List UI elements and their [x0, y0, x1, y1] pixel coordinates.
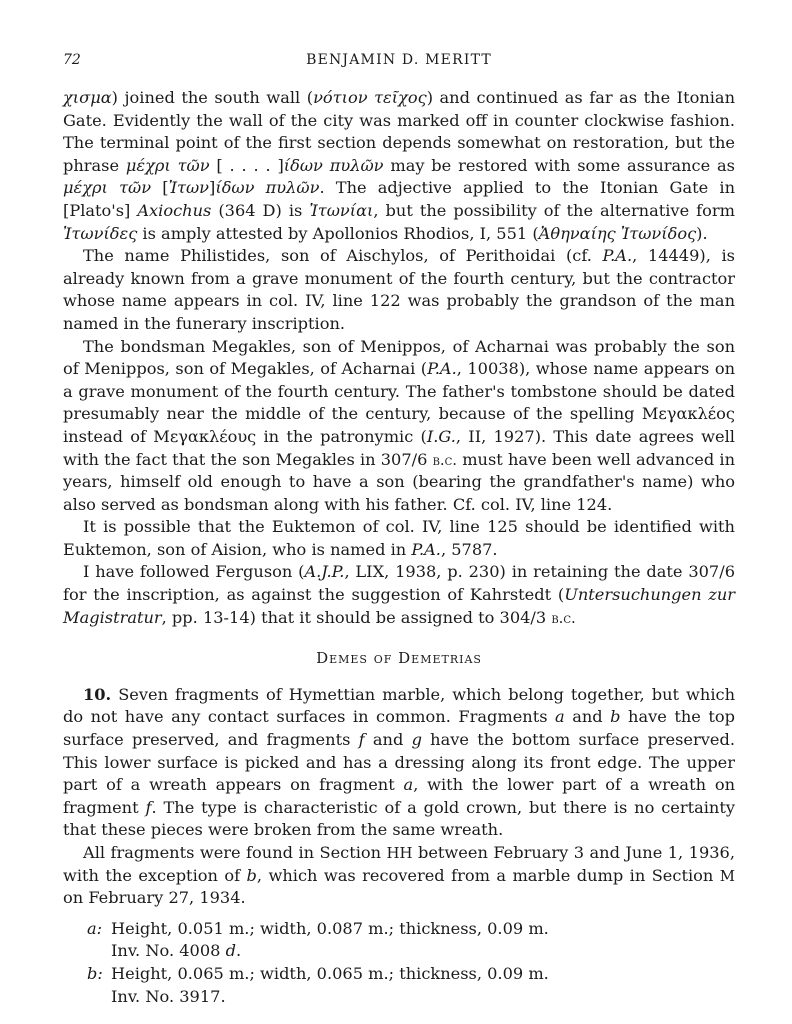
- italic-text: Axiochus: [137, 200, 212, 220]
- small-caps-text: M: [719, 866, 735, 885]
- text: must have been well advanced in years, himself old enough to have a son (bearing the grandfather's name) who also served as bondsman along with his father. Cf. col. IV, line 124.: [63, 449, 735, 514]
- paragraph-date: [63, 561, 735, 629]
- greek-uncial-text: Μεγακλέος: [641, 404, 735, 424]
- text: is amply attested by Apollonios Rhodios, I, 551 (: [137, 223, 539, 243]
- greek-text: νότιον τεῖχος: [313, 88, 427, 107]
- section-heading: Demes of Demetrias: [316, 649, 482, 668]
- greek-text: χισμα: [63, 88, 112, 107]
- italic-text: P.A.: [602, 246, 633, 266]
- text: , but the possibility of the alternative form: [373, 200, 735, 220]
- paragraph-megakles: [63, 336, 735, 517]
- text: It is possible that the Euktemon of col. IV, line 125 should be identified with Euktemon, son of Aision, who is named in: [63, 517, 735, 559]
- text: have the top surface preserved, and fragments: [63, 707, 735, 750]
- italic-text: b: [610, 707, 621, 727]
- text: ) joined the south wall (: [111, 88, 314, 107]
- text: and: [564, 707, 611, 727]
- italic-text: P.A.: [411, 539, 441, 559]
- page-number: 72: [63, 52, 81, 68]
- entry-number: 10.: [83, 684, 112, 704]
- text: (364 D) is: [211, 200, 310, 220]
- fragment-inventory-end: .: [235, 941, 242, 961]
- small-caps-text: HH: [386, 844, 413, 862]
- text: , pp. 13-14) that it should be assigned to 304/3: [161, 607, 552, 627]
- text: on February 27, 1934.: [63, 888, 246, 908]
- italic-text: I.G.: [426, 426, 456, 446]
- text: have the bottom surface preserved. This lower surface is picked and has a dressing along its front edge. The upper part of a wreath appears on fragment: [63, 730, 735, 795]
- greek-uncial-text: Μεγακλέους: [153, 426, 257, 446]
- text: , LIX, 1938, p. 230) in retaining the date 307/6 for the inscription, as against the suggestion of Kahrstedt (: [63, 562, 735, 605]
- fragment-dimensions: Height, 0.065 m.; width, 0.065 m.; thickness, 0.09 m.: [111, 963, 549, 983]
- running-head-author: BENJAMIN D. MERITT: [306, 52, 492, 68]
- text: , which was recovered from a marble dump in Section: [256, 865, 720, 885]
- text: may be restored with some assurance as: [383, 155, 735, 175]
- italic-text: A.J.P.: [304, 562, 345, 582]
- text: and: [364, 730, 412, 750]
- paragraph-philistides: [63, 245, 735, 335]
- small-caps-text: b.c.: [551, 608, 576, 627]
- text: . The adjective applied to the Itonian Gate in [Plato's]: [63, 178, 735, 220]
- page: [63, 52, 735, 1008]
- text: The name Philistides, son of Aischylos, of Perithoidai (cf.: [83, 246, 603, 266]
- italic-text: Untersuchungen zur Magistratur: [63, 585, 736, 627]
- greek-text: μέχρι τῶν: [63, 178, 152, 198]
- fragment-entry: [63, 963, 735, 1008]
- italic-text: P.A.: [427, 359, 457, 379]
- greek-text: ίδων πυλῶν: [283, 155, 384, 175]
- fragment-entry: [63, 918, 735, 963]
- text: , II, 1927). This date agrees well with the fact that the son Megakles in 307/6: [63, 426, 735, 469]
- greek-text: μέχρι τῶν: [125, 155, 210, 175]
- fragment-label: b:: [87, 963, 103, 983]
- text: in the patronymic (: [256, 426, 427, 446]
- italic-text: a: [403, 775, 414, 795]
- italic-text: a: [555, 707, 565, 727]
- paragraph-itonian-gate: [63, 87, 735, 245]
- text: . The type is characteristic of a gold crown, but there is no certainty that these pieces were broken from the same wreath.: [63, 797, 736, 840]
- text: Seven fragments of Hymettian marble, which belong together, but which do not have any contact surfaces in common. Fragments: [63, 684, 735, 727]
- italic-text: f: [145, 797, 152, 817]
- text: , 14449), is already known from a grave monument of the fourth century, but the contractor whose name appears in col. IV, line 122 was probably the grandson of the man named in the funerary inscription.: [63, 246, 735, 333]
- greek-text: Ἰτωνίαι: [309, 200, 374, 220]
- body-text: [63, 87, 735, 1008]
- fragment-list: [63, 918, 735, 1008]
- fragment-inventory: Inv. No. 4008: [111, 941, 226, 961]
- text: [: [151, 178, 169, 198]
- paragraph-euktemon: [63, 516, 735, 561]
- text: [ . . . . ]: [209, 155, 284, 175]
- fragment-label: a:: [87, 918, 103, 938]
- small-caps-text: b.c.: [432, 450, 458, 469]
- text: ).: [696, 223, 708, 243]
- text: All fragments were found in Section: [83, 843, 387, 862]
- text: ) and continued as far as the Itonian Gate. Evidently the wall of the city was marked off in counter clockwise fashion. The terminal point of the first section depends somewhat on restoration, but the phrase: [63, 88, 736, 175]
- text: , 5787.: [440, 539, 498, 559]
- greek-text: ίδων πυλῶν: [215, 178, 320, 198]
- paragraph-findspot: [63, 842, 735, 910]
- italic-text: f: [358, 730, 365, 750]
- text: The bondsman Megakles, son of Menippos, of Acharnai was probably the son of Menippos, son of Megakles, of Acharnai (: [63, 336, 735, 379]
- greek-text: Ἀθηναίης Ἰτωνίδος: [538, 223, 697, 243]
- text: ]: [209, 178, 216, 198]
- fragment-inventory: Inv. No. 3917.: [111, 986, 226, 1006]
- fragment-inventory-suffix: d: [225, 941, 236, 961]
- text: , with the lower part of a wreath on fragment: [63, 775, 735, 817]
- paragraph-fragments: [63, 684, 735, 842]
- greek-text: Ἰτωνίδες: [63, 223, 138, 243]
- running-head: [63, 52, 735, 74]
- italic-text: g: [411, 730, 422, 750]
- text: instead of: [63, 426, 154, 446]
- text: I have followed Ferguson (: [83, 562, 305, 582]
- text: between February 3 and June 1, 1936, with the exception of: [63, 843, 735, 885]
- fragment-dimensions: Height, 0.051 m.; width, 0.087 m.; thickness, 0.09 m.: [111, 918, 549, 938]
- greek-text: Ἰτων: [168, 178, 210, 198]
- italic-text: b: [246, 865, 257, 885]
- text: , 10038), whose name appears on a grave monument of the fourth century. The father's tombstone should be dated presumably near the middle of the century, because of the spelling: [63, 359, 736, 424]
